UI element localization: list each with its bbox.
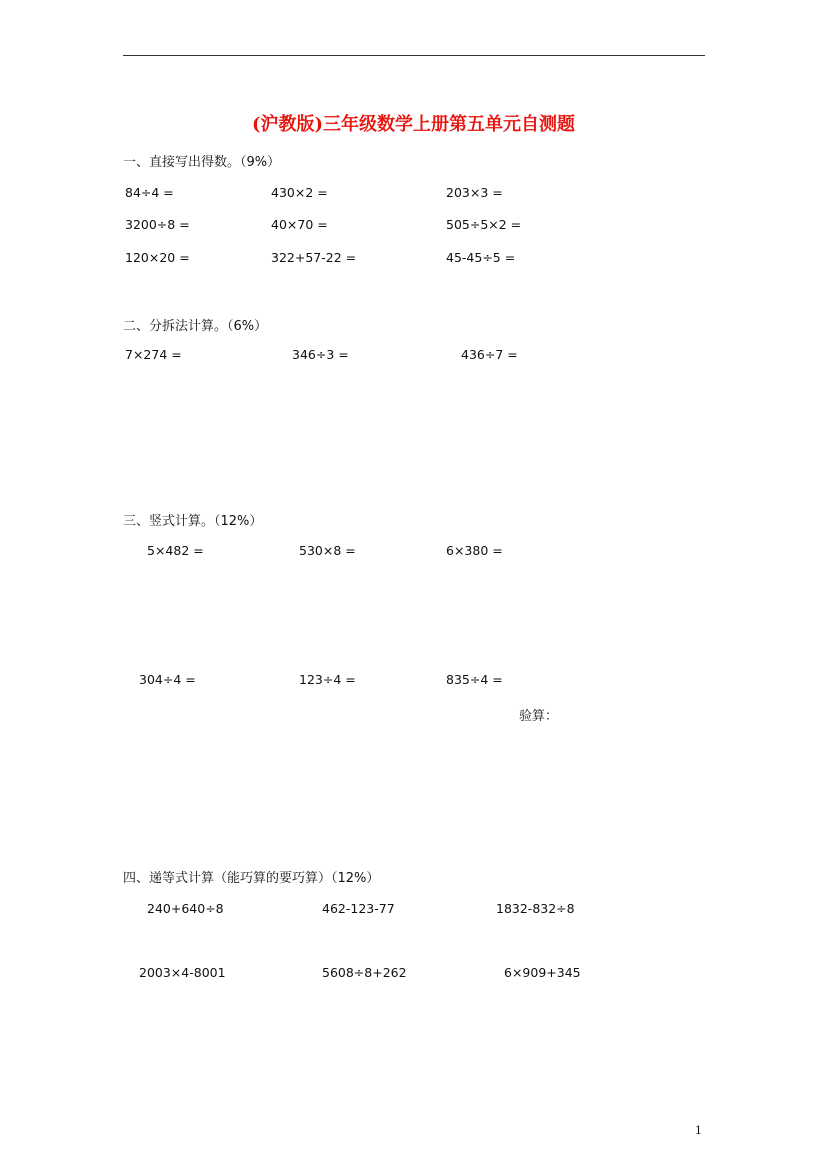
section-1-problem: 3200÷8 = — [125, 217, 190, 232]
section-2-heading: 二、分拆法计算。（6%） — [123, 319, 268, 334]
section-4-problem: 462-123-77 — [322, 901, 395, 916]
section-2-problem: 346÷3 = — [292, 347, 349, 362]
section-3-problem: 5×482 = — [147, 543, 204, 558]
section-1-heading: 一、直接写出得数。（9%） — [123, 155, 281, 170]
section-3-problem: 530×8 = — [299, 543, 356, 558]
section-3-problem: 123÷4 = — [299, 672, 356, 687]
section-3-problem: 304÷4 = — [139, 672, 196, 687]
section-1-problem: 430×2 = — [271, 185, 328, 200]
section-1-problem: 45-45÷5 = — [446, 250, 516, 265]
section-2-problem: 436÷7 = — [461, 347, 518, 362]
section-1-problem: 120×20 = — [125, 250, 190, 265]
section-4-problem: 240+640÷8 — [147, 901, 224, 916]
section-3-heading: 三、竖式计算。（12%） — [123, 514, 263, 529]
page-number: 1 — [695, 1124, 702, 1137]
section-4-problem: 5608÷8+262 — [322, 965, 407, 980]
section-3-problem: 835÷4 = — [446, 672, 503, 687]
section-1-problem: 40×70 = — [271, 217, 328, 232]
check-label: 验算： — [519, 709, 559, 724]
section-4-heading: 四、递等式计算（能巧算的要巧算）（12%） — [123, 871, 380, 886]
section-1-problem: 322+57-22 = — [271, 250, 357, 265]
section-1-problem: 84÷4 = — [125, 185, 174, 200]
worksheet-title: (沪教版)三年级数学上册第五单元自测题 — [251, 114, 576, 135]
section-1-problem: 203×3 = — [446, 185, 503, 200]
section-4-problem: 2003×4-8001 — [139, 965, 226, 980]
section-3-problem: 6×380 = — [446, 543, 503, 558]
section-4-problem: 1832-832÷8 — [496, 901, 575, 916]
section-1-problem: 505÷5×2 = — [446, 217, 522, 232]
header-rule — [123, 55, 705, 56]
section-4-problem: 6×909+345 — [504, 965, 581, 980]
section-2-problem: 7×274 = — [125, 347, 182, 362]
